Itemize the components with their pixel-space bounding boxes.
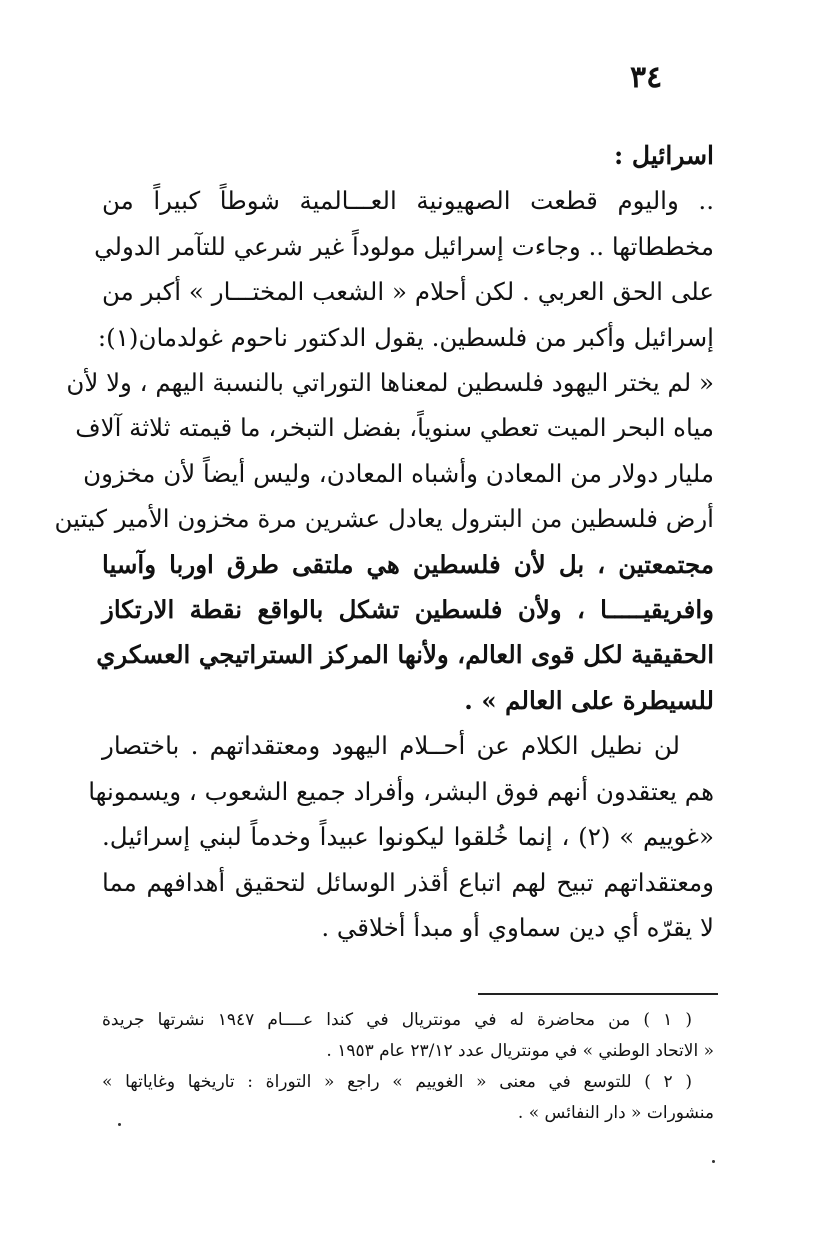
footnote-line: منشورات « دار النفائس » . xyxy=(517,1103,714,1123)
paragraph-line: مخططاتها .. وجاءت إسرائيل مولوداً غير شرعي للتآمر الدولي xyxy=(94,231,714,261)
paragraph-line: لن نطيل الكلام عن أحــلام اليهود ومعتقداتهم . باختصار xyxy=(102,731,680,761)
main-text xyxy=(54,133,714,950)
footnote-divider xyxy=(478,993,718,995)
paragraph-line: هم يعتقدون أنهم فوق البشر، وأفراد جميع الشعوب ، ويسمونها xyxy=(88,776,714,806)
footnotes xyxy=(102,1005,714,1129)
quote-line: مليار دولار من المعادن وأشباه المعادن، وليس أيضاً لأن مخزون xyxy=(83,458,714,488)
page-number: ٣٤ xyxy=(630,60,663,95)
quote-line-emphasis: الحقيقية لكل قوى العالم، ولأنها المركز الستراتيجي العسكري xyxy=(96,640,714,670)
scan-speck xyxy=(712,1160,715,1163)
paragraph-line: على الحق العربي . لكن أحلام « الشعب المختـــار » أكبر من xyxy=(102,277,714,307)
footnote-line: ( ١ ) من محاضرة له في مونتريال في كندا عــــام ١٩٤٧ نشرتها جريدة xyxy=(102,1010,692,1030)
quote-line-emphasis: وافريقيـــــا ، ولأن فلسطين تشكل بالواقع نقطة الارتكاز xyxy=(102,595,714,625)
quote-line: « لم يختر اليهود فلسطين لمعناها التوراتي بالنسبة اليهم ، ولا لأن xyxy=(66,368,714,398)
paragraph-line: إسرائيل وأكبر من فلسطين. يقول الدكتور ناحوم غولدمان(١): xyxy=(97,322,714,352)
quote-line: مياه البحر الميت تعطي سنوياً، بفضل التبخر، ما قيمته ثلاثة آلاف xyxy=(75,413,714,443)
quote-line-emphasis: للسيطرة على العالم » . xyxy=(464,685,714,715)
quote-line: أرض فلسطين من البترول يعادل عشرين مرة مخزون الأمير كيتين xyxy=(54,504,714,534)
quote-line-emphasis: مجتمعتين ، بل لأن فلسطين هي ملتقى طرق اوربا وآسيا xyxy=(102,549,714,579)
paragraph-line: لا يقرّه أي دين سماوي أو مبدأ أخلاقي . xyxy=(321,912,714,942)
paragraph-line: ومعتقداتهم تبيح لهم اتباع أقذر الوسائل لتحقيق أهدافهم مما xyxy=(102,867,714,897)
paragraph-line: «غوييم » (٢) ، إنما خُلقوا ليكونوا عبيداً وخدماً لبني إسرائيل. xyxy=(102,822,714,852)
footnote-line: « الاتحاد الوطني » في مونتريال عدد ٢٣/١٢ عام ١٩٥٣ . xyxy=(326,1041,714,1061)
scan-speck xyxy=(118,1123,121,1126)
footnote-line: ( ٢ ) للتوسع في معنى « الغوييم » راجع « التوراة : تاريخها وغاياتها » xyxy=(102,1072,692,1092)
section-heading: اسرائيل : xyxy=(614,141,714,170)
paragraph-line: .. واليوم قطعت الصهيونية العـــالمية شوطاً كبيراً من xyxy=(102,186,714,216)
